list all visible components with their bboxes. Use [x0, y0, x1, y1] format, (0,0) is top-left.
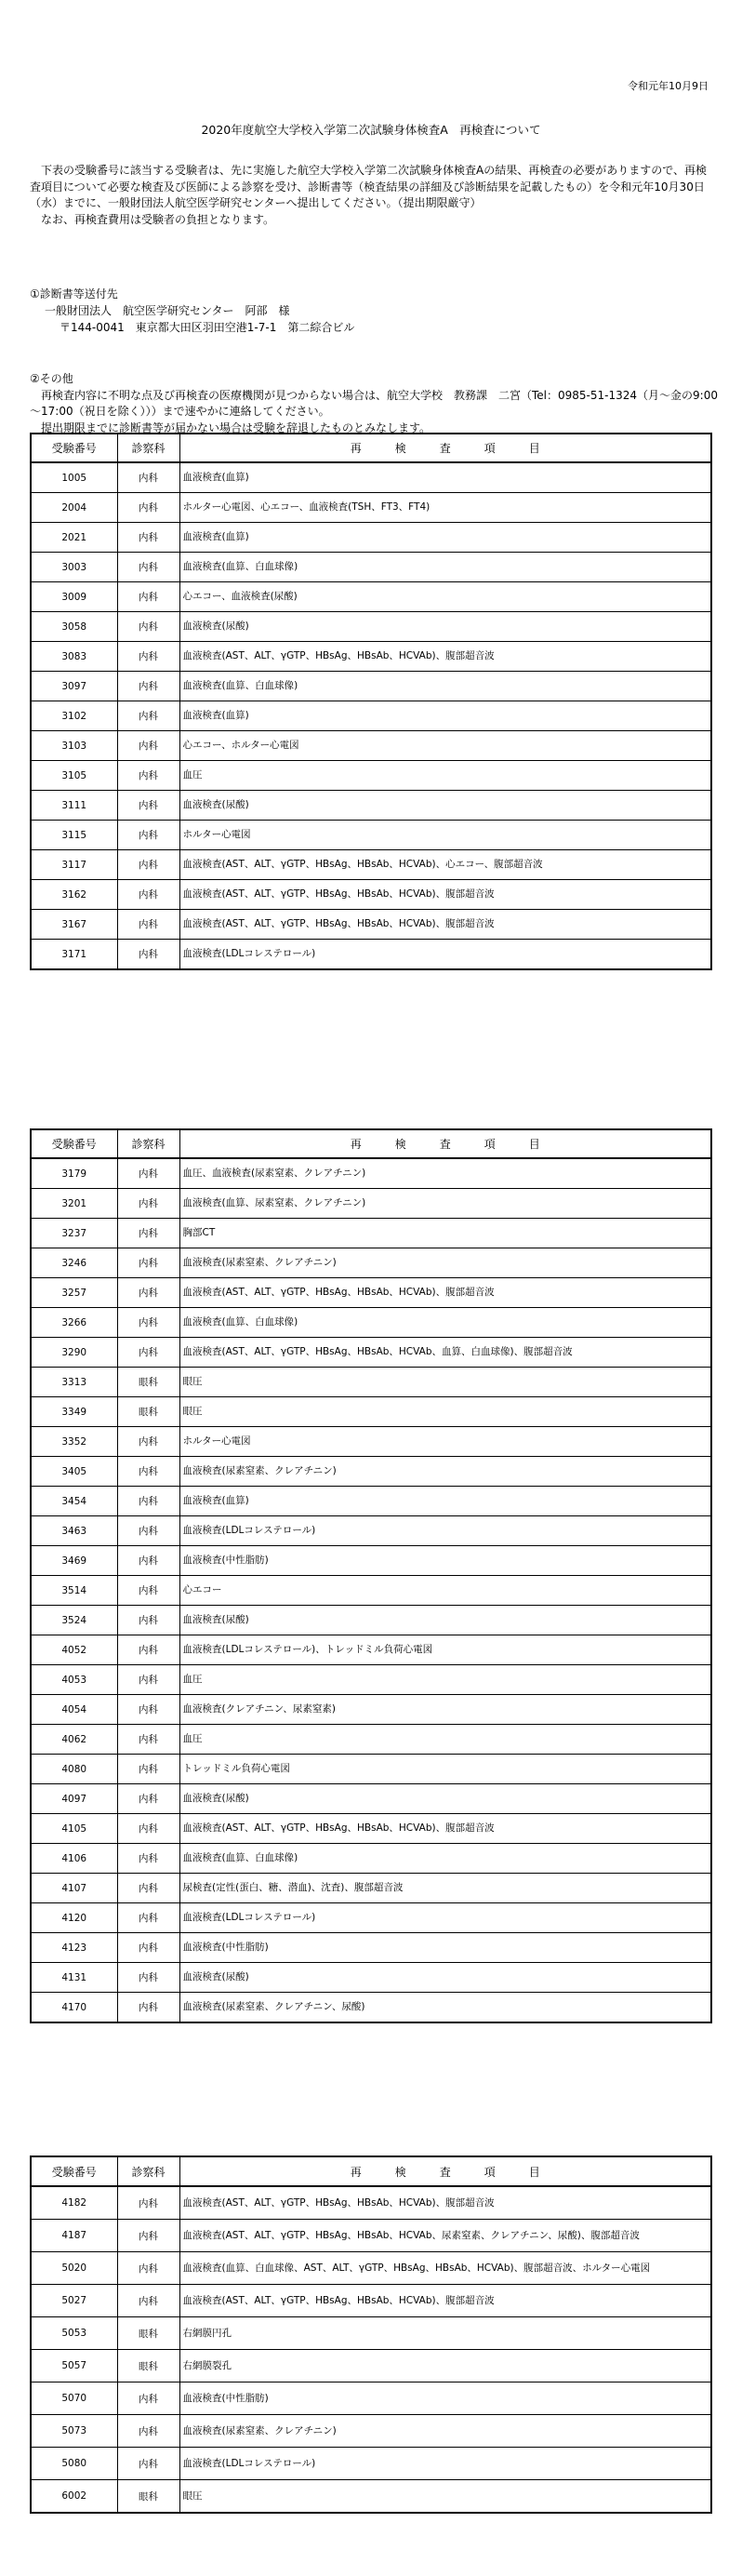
exam-number-cell: 4105 [31, 1814, 117, 1844]
exam-number-cell: 5057 [31, 2350, 117, 2382]
table-row [31, 1338, 711, 1368]
department-cell: 内科 [117, 462, 179, 493]
table-row [31, 2382, 711, 2415]
department-cell: 内科 [117, 582, 179, 612]
department-cell: 内科 [117, 2186, 179, 2220]
department-cell: 内科 [117, 1933, 179, 1963]
department-cell: 内科 [117, 1963, 179, 1993]
table-row [31, 880, 711, 910]
department-cell: 内科 [117, 642, 179, 672]
exam-number-cell: 4062 [31, 1725, 117, 1755]
recheck-item-cell: ホルター心電図 [179, 1427, 711, 1457]
exam-number-cell: 4054 [31, 1695, 117, 1725]
recheck-item-cell: ホルター心電図 [179, 821, 711, 850]
recheck-item-cell: 血液検査(クレアチニン、尿素窒素) [179, 1695, 711, 1725]
table-body [31, 1158, 711, 2022]
exam-number-cell: 5070 [31, 2382, 117, 2415]
table-row [31, 582, 711, 612]
department-cell: 内科 [117, 493, 179, 523]
table-row [31, 821, 711, 850]
table-row [31, 2350, 711, 2382]
department-cell: 内科 [117, 1725, 179, 1755]
department-cell: 内科 [117, 761, 179, 791]
department-cell: 内科 [117, 1308, 179, 1338]
table-row [31, 462, 711, 493]
department-cell: 内科 [117, 1546, 179, 1576]
department-cell: 内科 [117, 1576, 179, 1606]
department-cell: 内科 [117, 1814, 179, 1844]
recheck-item-cell: 血圧 [179, 761, 711, 791]
recheck-item-cell: 心エコー、血液検査(尿酸) [179, 582, 711, 612]
exam-number-cell: 5053 [31, 2317, 117, 2350]
exam-number-cell: 3349 [31, 1397, 117, 1427]
recheck-item-cell: 血圧 [179, 1665, 711, 1695]
exam-number-cell: 3083 [31, 642, 117, 672]
exam-number-cell: 4053 [31, 1665, 117, 1695]
exam-number-cell: 4097 [31, 1784, 117, 1814]
header-exam-number: 受験番号 [31, 2156, 117, 2186]
header-recheck-items: 再 検 査 項 目 [179, 2156, 711, 2186]
exam-number-cell: 4106 [31, 1844, 117, 1874]
table-row [31, 1516, 711, 1546]
department-cell: 内科 [117, 2220, 179, 2252]
department-cell: 内科 [117, 1993, 179, 2023]
department-cell: 内科 [117, 612, 179, 642]
department-cell: 内科 [117, 1606, 179, 1635]
table-row [31, 1427, 711, 1457]
department-cell: 内科 [117, 821, 179, 850]
exam-number-cell: 3097 [31, 672, 117, 701]
table-row [31, 910, 711, 940]
department-cell: 内科 [117, 1457, 179, 1487]
recheck-item-cell: トレッドミル負荷心電図 [179, 1755, 711, 1784]
recheck-item-cell: 血液検査(血算、白血球像) [179, 672, 711, 701]
recheck-item-cell: 胸部CT [179, 1219, 711, 1248]
recheck-item-cell: 血液検査(AST、ALT、γGTP、HBsAg、HBsAb、HCVAb、血算、白血球像)、腹部超音波 [179, 1338, 711, 1368]
exam-number-cell: 3313 [31, 1368, 117, 1397]
header-department: 診察科 [117, 434, 179, 462]
department-cell: 内科 [117, 1158, 179, 1189]
exam-number-cell: 3105 [31, 761, 117, 791]
department-cell: 内科 [117, 1219, 179, 1248]
department-cell: 内科 [117, 850, 179, 880]
header-department: 診察科 [117, 1129, 179, 1158]
table-row [31, 731, 711, 761]
department-cell: 内科 [117, 880, 179, 910]
exam-number-cell: 3167 [31, 910, 117, 940]
exam-number-cell: 3524 [31, 1606, 117, 1635]
table-row [31, 2220, 711, 2252]
recipient-address: 〒144-0041 東京都大田区羽田空港1-7-1 第二綜合ビル [60, 321, 355, 334]
recheck-item-cell: 血液検査(血算、白血球像) [179, 553, 711, 582]
recheck-item-cell: 血液検査(LDLコレステロール) [179, 1903, 711, 1933]
exam-number-cell: 5080 [31, 2448, 117, 2480]
exam-number-cell: 5073 [31, 2415, 117, 2448]
exam-number-cell: 3009 [31, 582, 117, 612]
exam-number-cell: 3237 [31, 1219, 117, 1248]
exam-number-cell: 2021 [31, 523, 117, 553]
recheck-item-cell: 血液検査(LDLコレステロール)、トレッドミル負荷心電図 [179, 1635, 711, 1665]
table-row [31, 1933, 711, 1963]
recheck-item-cell: 血液検査(尿素窒素、クレアチニン) [179, 1457, 711, 1487]
header-department: 診察科 [117, 2156, 179, 2186]
recheck-item-cell: 血圧 [179, 1725, 711, 1755]
department-cell: 内科 [117, 1278, 179, 1308]
table-row [31, 553, 711, 582]
exam-number-cell: 3111 [31, 791, 117, 821]
exam-number-cell: 4107 [31, 1874, 117, 1903]
exam-number-cell: 4187 [31, 2220, 117, 2252]
recheck-item-cell: 右網膜裂孔 [179, 2350, 711, 2382]
department-cell: 眼科 [117, 1397, 179, 1427]
department-cell: 内科 [117, 523, 179, 553]
table-row [31, 850, 711, 880]
table-row [31, 1576, 711, 1606]
exam-number-cell: 4170 [31, 1993, 117, 2023]
table-row [31, 2448, 711, 2480]
table-row [31, 1665, 711, 1695]
table-row [31, 1993, 711, 2023]
recheck-item-cell: 血液検査(尿酸) [179, 612, 711, 642]
recheck-item-cell: 血液検査(血算) [179, 1487, 711, 1516]
header-exam-number: 受験番号 [31, 434, 117, 462]
table-row [31, 1546, 711, 1576]
recheck-item-cell: 血液検査(中性脂肪) [179, 1546, 711, 1576]
header-exam-number: 受験番号 [31, 1129, 117, 1158]
department-cell: 内科 [117, 1635, 179, 1665]
exam-number-cell: 1005 [31, 462, 117, 493]
table-row [31, 761, 711, 791]
table-row [31, 2285, 711, 2317]
header-recheck-items: 再 検 査 項 目 [179, 434, 711, 462]
department-cell: 内科 [117, 2415, 179, 2448]
exam-number-cell: 3266 [31, 1308, 117, 1338]
recheck-item-cell: 血液検査(尿酸) [179, 791, 711, 821]
exam-number-cell: 3514 [31, 1576, 117, 1606]
table-row [31, 2317, 711, 2350]
exam-number-cell: 4080 [31, 1755, 117, 1784]
table-row [31, 523, 711, 553]
department-cell: 眼科 [117, 2480, 179, 2514]
header-recheck-items: 再 検 査 項 目 [179, 1129, 711, 1158]
exam-number-cell: 3115 [31, 821, 117, 850]
recheck-item-cell: 血液検査(中性脂肪) [179, 1933, 711, 1963]
recheck-item-cell: 血液検査(尿酸) [179, 1784, 711, 1814]
table-row [31, 1903, 711, 1933]
exam-number-cell: 5027 [31, 2285, 117, 2317]
recheck-item-cell: 血液検査(尿素窒素、クレアチニン) [179, 1248, 711, 1278]
recheck-item-cell: 血液検査(血算) [179, 701, 711, 731]
recheck-item-cell: 血液検査(血算、白血球像) [179, 1308, 711, 1338]
recheck-item-cell: 心エコー [179, 1576, 711, 1606]
recheck-item-cell: 血液検査(AST、ALT、γGTP、HBsAg、HBsAb、HCVAb)、腹部超音波 [179, 642, 711, 672]
department-cell: 内科 [117, 2252, 179, 2285]
table-row [31, 2480, 711, 2514]
recheck-item-cell: 血液検査(血算、白血球像) [179, 1844, 711, 1874]
recheck-table-3 [30, 2156, 712, 2514]
exam-number-cell: 3454 [31, 1487, 117, 1516]
note-line: 再検査内容に不明な点及び再検査の医療機関が見つからない場合は、航空大学校 教務課 二宮（Tel：0985-51-1324（月～金の9:00～17:00（祝日を除く）））まで速やかに連絡してください。 [30, 388, 718, 418]
exam-number-cell: 4123 [31, 1933, 117, 1963]
exam-number-cell: 4131 [31, 1963, 117, 1993]
department-cell: 内科 [117, 553, 179, 582]
exam-number-cell: 3257 [31, 1278, 117, 1308]
department-cell: 内科 [117, 940, 179, 970]
recheck-item-cell: 血液検査(AST、ALT、γGTP、HBsAg、HBsAb、HCVAb、尿素窒素、クレアチニン、尿酸)、腹部超音波 [179, 2220, 711, 2252]
table-body [31, 2186, 711, 2513]
recheck-item-cell: 血液検査(AST、ALT、γGTP、HBsAg、HBsAb、HCVAb)、腹部超音波 [179, 1278, 711, 1308]
recheck-item-cell: 血液検査(尿素窒素、クレアチニン) [179, 2415, 711, 2448]
table-row [31, 1487, 711, 1516]
recheck-item-cell: 血液検査(AST、ALT、γGTP、HBsAg、HBsAb、HCVAb)、腹部超音波 [179, 880, 711, 910]
recheck-item-cell: 血液検査(AST、ALT、γGTP、HBsAg、HBsAb、HCVAb)、心エコー、腹部超音波 [179, 850, 711, 880]
table-header-row [31, 434, 711, 462]
table-row [31, 1397, 711, 1427]
recheck-item-cell: 血液検査(LDLコレステロール) [179, 2448, 711, 2480]
table-row [31, 1874, 711, 1903]
recheck-item-cell: 血液検査(血算、尿素窒素、クレアチニン) [179, 1189, 711, 1219]
exam-number-cell: 3290 [31, 1338, 117, 1368]
department-cell: 内科 [117, 701, 179, 731]
table-row [31, 1248, 711, 1278]
other-notes-section [30, 371, 718, 436]
intro-paragraph [30, 163, 716, 228]
exam-number-cell: 4182 [31, 2186, 117, 2220]
recheck-item-cell: 右網膜円孔 [179, 2317, 711, 2350]
department-cell: 内科 [117, 1755, 179, 1784]
recheck-item-cell: 心エコー、ホルター心電図 [179, 731, 711, 761]
exam-number-cell: 3058 [31, 612, 117, 642]
table-row [31, 1368, 711, 1397]
recheck-item-cell: 血液検査(血算) [179, 462, 711, 493]
department-cell: 内科 [117, 1427, 179, 1457]
recheck-item-cell: 血液検査(尿酸) [179, 1606, 711, 1635]
department-cell: 内科 [117, 1665, 179, 1695]
department-cell: 眼科 [117, 1368, 179, 1397]
submission-address-section [30, 286, 354, 336]
exam-number-cell: 3246 [31, 1248, 117, 1278]
recheck-item-cell: 血液検査(尿酸) [179, 1963, 711, 1993]
department-cell: 内科 [117, 910, 179, 940]
table-row [31, 1635, 711, 1665]
department-cell: 内科 [117, 791, 179, 821]
recheck-item-cell: 血液検査(中性脂肪) [179, 2382, 711, 2415]
recheck-table-1 [30, 433, 712, 970]
table-row [31, 2415, 711, 2448]
department-cell: 内科 [117, 1784, 179, 1814]
recheck-item-cell: 血液検査(AST、ALT、γGTP、HBsAg、HBsAb、HCVAb)、腹部超音波 [179, 910, 711, 940]
note-line: 提出期限までに診断書等が届かない場合は受験を辞退したものとみなします。 [30, 420, 431, 434]
recheck-item-cell: 血圧、血液検査(尿素窒素、クレアチニン) [179, 1158, 711, 1189]
department-cell: 内科 [117, 1248, 179, 1278]
table-row [31, 2186, 711, 2220]
table-row [31, 1606, 711, 1635]
department-cell: 内科 [117, 731, 179, 761]
exam-number-cell: 3179 [31, 1158, 117, 1189]
department-cell: 内科 [117, 672, 179, 701]
recheck-item-cell: 眼圧 [179, 1397, 711, 1427]
table-row [31, 1219, 711, 1248]
section-heading: ②その他 [30, 372, 73, 385]
exam-number-cell: 3162 [31, 880, 117, 910]
recheck-item-cell: 尿検査(定性(蛋白、糖、潜血)、沈査)、腹部超音波 [179, 1874, 711, 1903]
exam-number-cell: 2004 [31, 493, 117, 523]
exam-number-cell: 3352 [31, 1427, 117, 1457]
department-cell: 眼科 [117, 2350, 179, 2382]
exam-number-cell: 4120 [31, 1903, 117, 1933]
table-row [31, 493, 711, 523]
table-row [31, 1725, 711, 1755]
department-cell: 内科 [117, 1874, 179, 1903]
department-cell: 内科 [117, 2285, 179, 2317]
table-row [31, 1278, 711, 1308]
recheck-item-cell: 眼圧 [179, 2480, 711, 2514]
table-body [31, 462, 711, 969]
recheck-item-cell: 血液検査(AST、ALT、γGTP、HBsAg、HBsAb、HCVAb)、腹部超音波 [179, 1814, 711, 1844]
recheck-item-cell: 血液検査(AST、ALT、γGTP、HBsAg、HBsAb、HCVAb)、腹部超音波 [179, 2186, 711, 2220]
exam-number-cell: 3103 [31, 731, 117, 761]
department-cell: 内科 [117, 1903, 179, 1933]
department-cell: 内科 [117, 2382, 179, 2415]
table-row [31, 612, 711, 642]
department-cell: 内科 [117, 2448, 179, 2480]
exam-number-cell: 3102 [31, 701, 117, 731]
exam-number-cell: 3405 [31, 1457, 117, 1487]
exam-number-cell: 3117 [31, 850, 117, 880]
table-row [31, 1308, 711, 1338]
table-row [31, 1189, 711, 1219]
department-cell: 眼科 [117, 2317, 179, 2350]
document-date: 令和元年10月9日 [628, 80, 709, 92]
exam-number-cell: 6002 [31, 2480, 117, 2514]
table-row [31, 1755, 711, 1784]
department-cell: 内科 [117, 1516, 179, 1546]
recheck-item-cell: ホルター心電図、心エコー、血液検査(TSH、FT3、FT4) [179, 493, 711, 523]
department-cell: 内科 [117, 1487, 179, 1516]
table-header-row [31, 1129, 711, 1158]
table-row [31, 1695, 711, 1725]
table-row [31, 701, 711, 731]
exam-number-cell: 5020 [31, 2252, 117, 2285]
table-row [31, 1814, 711, 1844]
table-row [31, 642, 711, 672]
table-row [31, 791, 711, 821]
exam-number-cell: 3171 [31, 940, 117, 970]
intro-line: なお、再検査費用は受験者の負担となります。 [30, 212, 275, 226]
table-header-row [31, 2156, 711, 2186]
section-heading: ①診断書等送付先 [30, 287, 118, 300]
table-row [31, 1784, 711, 1814]
recheck-item-cell: 血液検査(尿素窒素、クレアチニン、尿酸) [179, 1993, 711, 2023]
department-cell: 内科 [117, 1338, 179, 1368]
table-row [31, 2252, 711, 2285]
recheck-item-cell: 血液検査(血算、白血球像、AST、ALT、γGTP、HBsAg、HBsAb、HCVAb)、腹部超音波、ホルター心電図 [179, 2252, 711, 2285]
table-row [31, 1844, 711, 1874]
exam-number-cell: 3201 [31, 1189, 117, 1219]
recheck-item-cell: 眼圧 [179, 1368, 711, 1397]
exam-number-cell: 3003 [31, 553, 117, 582]
department-cell: 内科 [117, 1695, 179, 1725]
recheck-table-2 [30, 1128, 712, 2023]
table-row [31, 940, 711, 970]
intro-line: 下表の受験番号に該当する受験者は、先に実施した航空大学校入学第二次試験身体検査Aの結果、再検査の必要がありますので、再検査項目について必要な検査及び医師による診察を受け、診断書等（検査結果の詳細及び診断結果を記載したもの）を令和元年10月30日（水）までに、一般財団法人航空医学研究センターへ提出してください。（提出期限厳守） [30, 164, 707, 209]
department-cell: 内科 [117, 1844, 179, 1874]
recheck-item-cell: 血液検査(LDLコレステロール) [179, 940, 711, 970]
table-row [31, 1158, 711, 1189]
recheck-item-cell: 血液検査(血算) [179, 523, 711, 553]
recipient-name: 一般財団法人 航空医学研究センター 阿部 様 [45, 304, 290, 317]
exam-number-cell: 3463 [31, 1516, 117, 1546]
exam-number-cell: 3469 [31, 1546, 117, 1576]
recheck-item-cell: 血液検査(AST、ALT、γGTP、HBsAg、HBsAb、HCVAb)、腹部超音波 [179, 2285, 711, 2317]
exam-number-cell: 4052 [31, 1635, 117, 1665]
recheck-item-cell: 血液検査(LDLコレステロール) [179, 1516, 711, 1546]
table-row [31, 1963, 711, 1993]
table-row [31, 1457, 711, 1487]
department-cell: 内科 [117, 1189, 179, 1219]
table-row [31, 672, 711, 701]
document-title: 2020年度航空大学校入学第二次試験身体検査A 再検査について [201, 123, 541, 137]
